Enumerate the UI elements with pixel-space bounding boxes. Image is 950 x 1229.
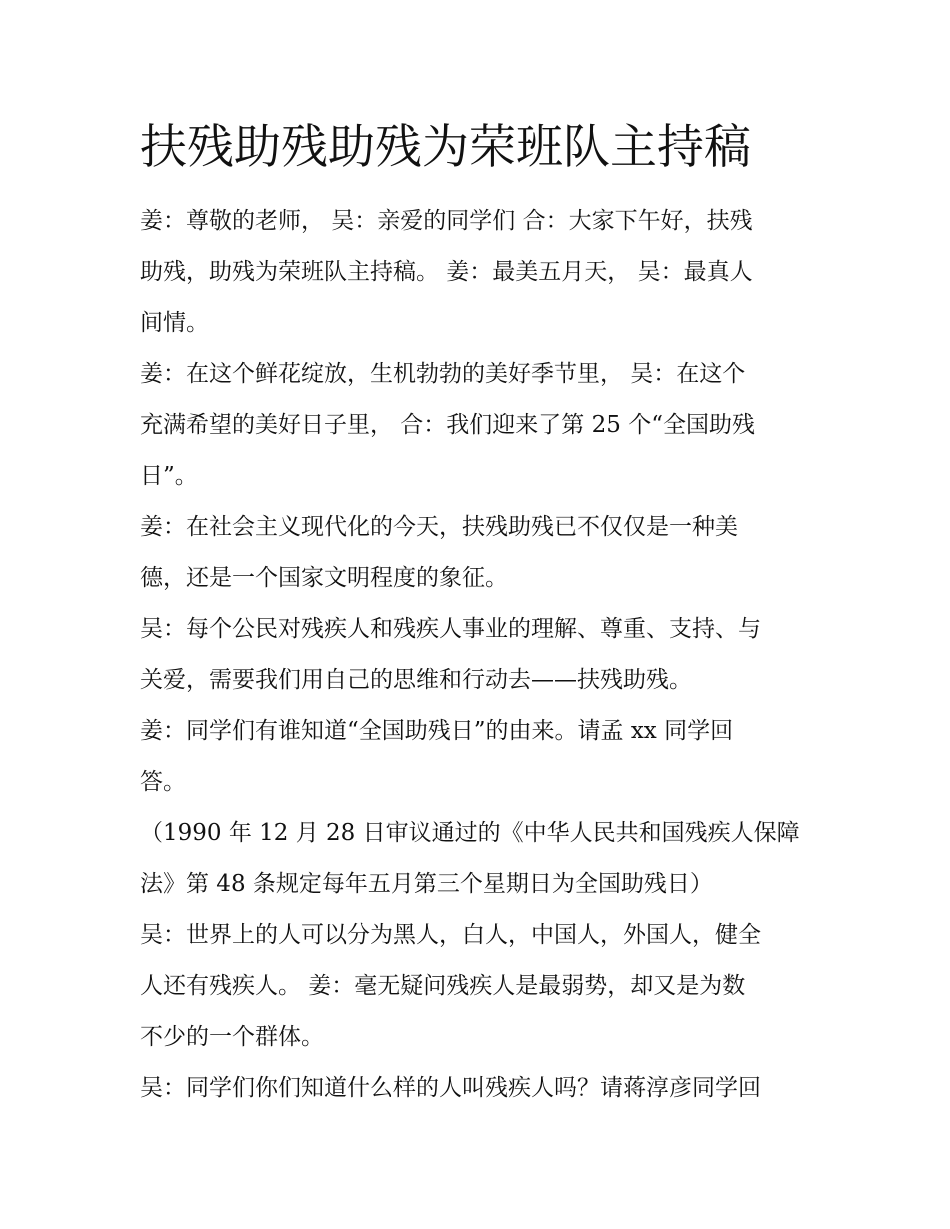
text-line: 姜：尊敬的老师， 吴：亲爱的同学们 合：大家下午好，扶残	[140, 208, 753, 234]
text-line: 姜：在社会主义现代化的今天，扶残助残已不仅仅是一种美	[140, 514, 738, 540]
text-line: 德，还是一个国家文明程度的象征。	[140, 565, 508, 591]
paragraph-law	[140, 808, 820, 910]
text-line: 不少的一个群体。	[140, 1024, 324, 1050]
text-line: 关爱，需要我们用自己的思维和行动去——扶残助残。	[140, 667, 692, 693]
text-line: 吴：世界上的人可以分为黑人，白人，中国人，外国人，健全	[140, 922, 761, 948]
text-line: 法》第 48 条规定每年五月第三个星期日为全国助残日）	[140, 871, 713, 897]
text-line: 吴：同学们你们知道什么样的人叫残疾人吗？请蒋淳彦同学回	[140, 1075, 761, 1101]
text-line: 充满希望的美好日子里， 合：我们迎来了第 25 个“全国助残	[140, 412, 755, 438]
text-line: 间情。	[140, 310, 209, 336]
paragraph-question	[140, 706, 820, 808]
text-line: 吴：每个公民对残疾人和残疾人事业的理解、尊重、支持、与	[140, 616, 761, 642]
document-title: 扶残助残助残为荣班队主持稿	[140, 120, 751, 175]
text-line: （1990 年 12 月 28 日审议通过的《中华人民共和国残疾人保障	[140, 820, 800, 846]
paragraph-groups	[140, 910, 820, 1063]
document-body	[140, 196, 820, 1114]
text-line: 人还有残疾人。 姜：毫无疑问残疾人是最弱势，却又是为数	[140, 973, 746, 999]
paragraph-citizen	[140, 604, 820, 706]
paragraph-greeting	[140, 196, 820, 349]
paragraph-virtue	[140, 502, 820, 604]
text-line: 答。	[140, 769, 186, 795]
text-line: 姜：同学们有谁知道“全国助残日”的由来。请孟 xx 同学回	[140, 718, 734, 744]
text-line: 助残，助残为荣班队主持稿。 姜：最美五月天， 吴：最真人	[140, 259, 753, 285]
paragraph-definition	[140, 1063, 820, 1114]
paragraph-season	[140, 349, 820, 502]
text-line: 姜：在这个鲜花绽放，生机勃勃的美好季节里， 吴：在这个	[140, 361, 746, 387]
text-line: 日”。	[140, 463, 198, 489]
